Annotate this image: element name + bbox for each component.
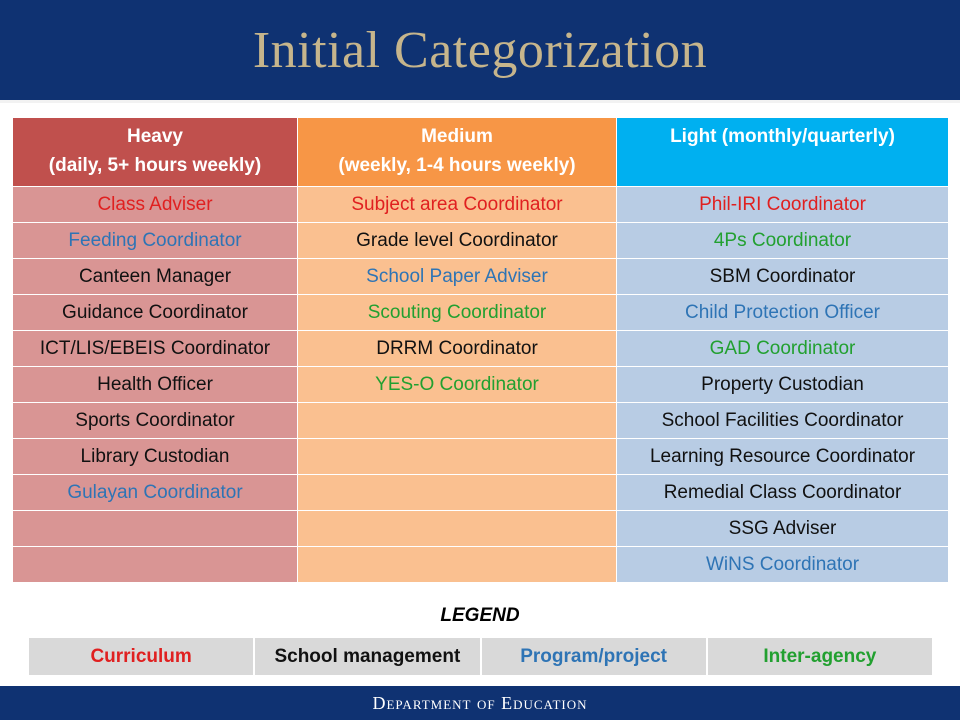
cell-light: Property Custodian (617, 367, 949, 403)
header-heavy-sublabel: (daily, 5+ hours weekly) (48, 155, 262, 176)
cell-heavy: Library Custodian (13, 439, 298, 475)
table-row (13, 187, 949, 223)
cell-heavy: Guidance Coordinator (13, 295, 298, 331)
cell-light: Phil-IRI Coordinator (617, 187, 949, 223)
table-row (13, 547, 949, 583)
cell-light: Child Protection Officer (617, 295, 949, 331)
table-header-row (13, 118, 949, 187)
legend-curriculum: Curriculum (28, 637, 254, 676)
table-row (13, 259, 949, 295)
footer-bar (0, 686, 960, 720)
cell-heavy: Health Officer (13, 367, 298, 403)
cell-medium: Subject area Coordinator (298, 187, 617, 223)
title-bar (0, 0, 960, 100)
header-light-label: Light (monthly/quarterly) (670, 126, 895, 147)
cell-medium: School Paper Adviser (298, 259, 617, 295)
cell-light: Remedial Class Coordinator (617, 475, 949, 511)
table-row (13, 511, 949, 547)
title-divider (0, 100, 960, 103)
legend-school-management: School management (254, 637, 480, 676)
table-row (13, 403, 949, 439)
legend-title: LEGEND (440, 605, 520, 626)
categorization-table (12, 117, 949, 583)
table-row (13, 223, 949, 259)
cell-heavy: Sports Coordinator (13, 403, 298, 439)
legend-program-project: Program/project (481, 637, 707, 676)
cell-heavy (13, 511, 298, 547)
table-row (13, 439, 949, 475)
cell-heavy: Gulayan Coordinator (13, 475, 298, 511)
cell-medium (298, 475, 617, 511)
table-row (13, 475, 949, 511)
table-body (13, 187, 949, 583)
cell-medium: Grade level Coordinator (298, 223, 617, 259)
cell-light: Learning Resource Coordinator (617, 439, 949, 475)
header-light (617, 118, 949, 187)
footer-text: Department of Education (372, 692, 588, 713)
header-medium-sublabel: (weekly, 1-4 hours weekly) (338, 155, 576, 176)
cell-medium (298, 403, 617, 439)
header-medium (298, 118, 617, 187)
header-heavy-label: Heavy (127, 126, 183, 147)
cell-medium: Scouting Coordinator (298, 295, 617, 331)
legend-table (27, 636, 934, 677)
table-row (13, 331, 949, 367)
cell-medium (298, 547, 617, 583)
cell-light: GAD Coordinator (617, 331, 949, 367)
page-title: Initial Categorization (252, 21, 708, 79)
legend-row (28, 637, 933, 676)
header-heavy (13, 118, 298, 187)
cell-light: SBM Coordinator (617, 259, 949, 295)
cell-heavy: Feeding Coordinator (13, 223, 298, 259)
cell-medium (298, 511, 617, 547)
cell-light: SSG Adviser (617, 511, 949, 547)
cell-heavy: Canteen Manager (13, 259, 298, 295)
cell-light: 4Ps Coordinator (617, 223, 949, 259)
cell-medium: DRRM Coordinator (298, 331, 617, 367)
table-row (13, 295, 949, 331)
cell-light: WiNS Coordinator (617, 547, 949, 583)
cell-heavy: ICT/LIS/EBEIS Coordinator (13, 331, 298, 367)
cell-medium: YES-O Coordinator (298, 367, 617, 403)
cell-heavy (13, 547, 298, 583)
cell-medium (298, 439, 617, 475)
legend-inter-agency: Inter-agency (707, 637, 933, 676)
cell-light: School Facilities Coordinator (617, 403, 949, 439)
header-medium-label: Medium (421, 126, 493, 147)
cell-heavy: Class Adviser (13, 187, 298, 223)
table-row (13, 367, 949, 403)
